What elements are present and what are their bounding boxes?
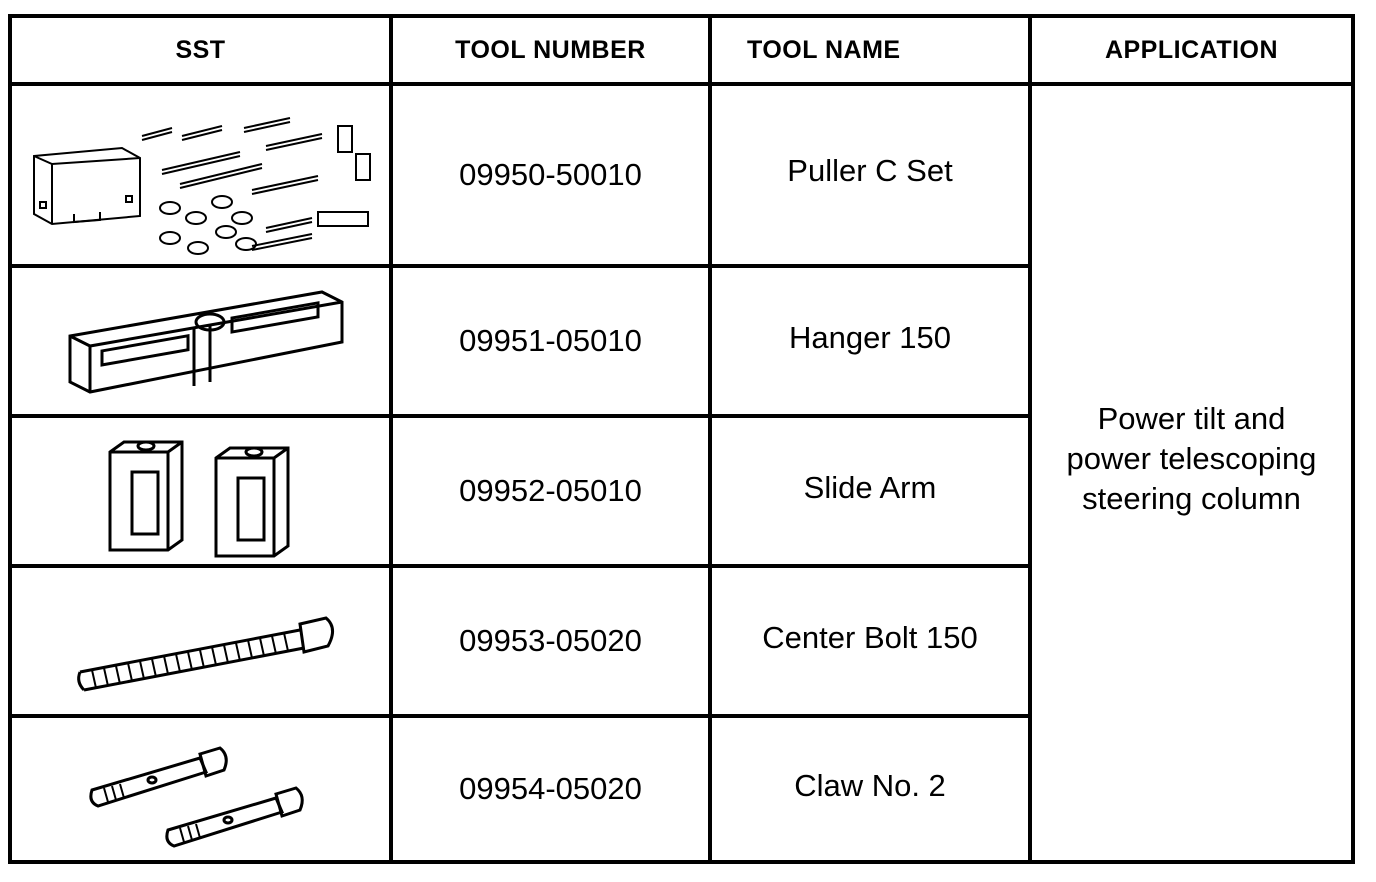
puller-c-set-illustration (22, 106, 382, 256)
tool-name-cell: Slide Arm (803, 470, 937, 505)
tool-name-cell: Hanger 150 (788, 320, 951, 355)
border-right (1351, 14, 1355, 864)
header-application: APPLICATION (1104, 35, 1279, 64)
claw-no-2-illustration (82, 744, 322, 854)
application-line-3: steering column (1082, 481, 1301, 516)
header-sst: SST (175, 35, 226, 64)
hanger-150-illustration (62, 282, 362, 408)
sst-table (8, 14, 1355, 864)
application-cell (1032, 394, 1351, 524)
border-left (8, 14, 12, 864)
application-line-2: power telescoping (1066, 441, 1317, 476)
slide-arm-illustration (102, 432, 302, 558)
application-line-1: Power tilt and (1097, 401, 1286, 436)
header-tool-name: TOOL NAME (747, 35, 901, 64)
tool-number-cell: 09952-05010 (459, 473, 642, 508)
header-tool-number: TOOL NUMBER (455, 35, 646, 64)
tool-number-cell: 09954-05020 (459, 771, 642, 806)
tool-name-cell: Claw No. 2 (794, 768, 946, 803)
tool-name-cell: Puller C Set (787, 153, 953, 188)
tool-name-cell: Center Bolt 150 (762, 620, 978, 655)
border-bottom (8, 860, 1355, 864)
tool-number-cell: 09950-50010 (459, 157, 642, 192)
center-bolt-150-illustration (72, 606, 342, 696)
tool-number-cell: 09953-05020 (459, 623, 642, 658)
tool-number-cell: 09951-05010 (459, 323, 642, 358)
